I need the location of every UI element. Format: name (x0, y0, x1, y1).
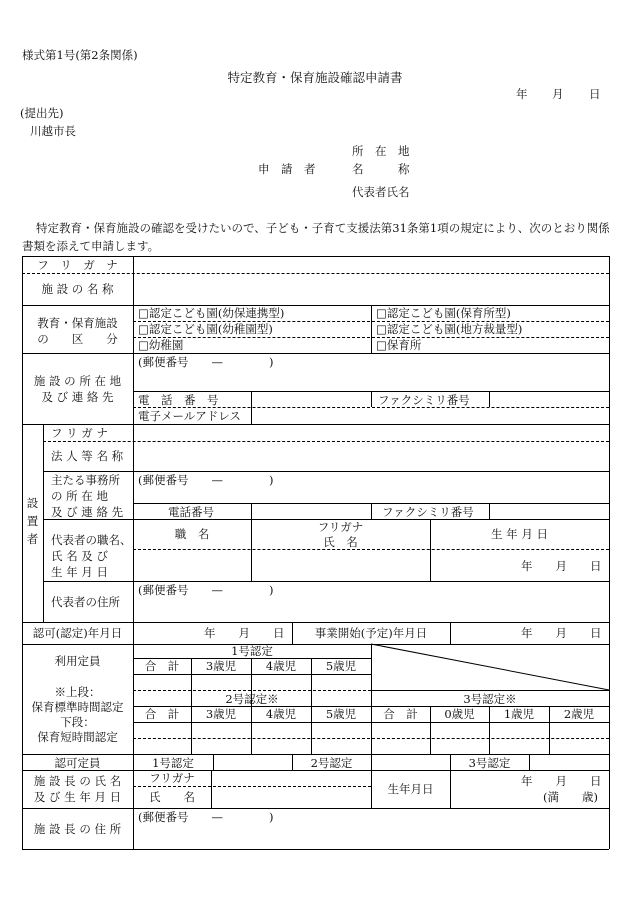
main-office-label-3: 及 び 連 絡 先 (51, 505, 124, 519)
form-number: 様式第1号(第2条関係) (22, 48, 138, 62)
cert3-age0-header: 0歳児 (444, 707, 475, 721)
cert3-age2-header: 2歳児 (563, 707, 595, 721)
cert2-age5-header: 5歳児 (325, 707, 357, 721)
director-address-label: 施 設 長 の 住 所 (33, 822, 122, 836)
facility-phone-label: 電 話 番 号 (138, 393, 219, 407)
capacity-note-4: 保育短時間認定 (37, 730, 118, 744)
applicant-label: 申 請 者 (258, 162, 316, 176)
founder-label-3: 者 (26, 532, 39, 546)
facility-name-label: 施 設 の 名 称 (41, 282, 114, 296)
capacity-label: 利用定員 (54, 654, 101, 668)
facility-type-option-hoikusho[interactable]: □保育所 (376, 338, 422, 352)
capacity-note-1: ※上段： (54, 685, 101, 699)
cert1-age4-header: 4歳児 (265, 659, 297, 673)
director-postal-code[interactable]: (郵便番号 — ) (138, 810, 274, 824)
director-name-field-label: 氏 名 (149, 790, 195, 804)
cert3-total-header: 合 計 (383, 707, 418, 721)
founder-furigana-label: フ リ ガ ナ (51, 426, 108, 440)
capacity-note-2: 保育標準時間認定 (31, 700, 124, 714)
founder-fax-label: ファクシミリ番号 (382, 505, 474, 519)
facility-type-option-chiho-sairyo[interactable]: □認定こども園(地方裁量型) (376, 322, 523, 336)
facility-furigana-input[interactable] (135, 258, 608, 272)
rep-birth-date[interactable]: 年 月 日 (521, 559, 602, 573)
cert3-header: 3号認定※ (463, 692, 517, 706)
cert3-age1-header: 1歳児 (503, 707, 535, 721)
cert1-header: 1号認定 (231, 644, 273, 658)
founder-postal-code[interactable]: (郵便番号 — ) (138, 473, 274, 487)
facility-type-option-yochien-gata[interactable]: □認定こども園(幼稚園型) (138, 322, 273, 336)
facility-furigana-label: フ リ ガ ナ (37, 258, 118, 272)
facility-type-label-1: 教育・保育施設 (37, 316, 118, 330)
applicant-name-label: 名 称 (352, 162, 410, 176)
capacity-note-3: 下段： (60, 715, 95, 729)
rep-label-3: 生 年 月 日 (51, 565, 108, 579)
cert2-age4-header: 4歳児 (265, 707, 297, 721)
document-title: 特定教育・保育施設確認申請書 (227, 70, 403, 85)
facility-type-option-hoikusho-gata[interactable]: □認定こども園(保育所型) (376, 306, 511, 320)
main-office-label-2: の 所 在 地 (51, 489, 108, 503)
submit-to-name: 川越市長 (30, 124, 76, 138)
rep-label-1: 代表者の職名、 (51, 533, 132, 547)
facility-address-label-1: 施 設 の 所 在 地 (33, 374, 122, 388)
director-furigana-label: フリガナ (149, 771, 195, 785)
cert2-total-header: 合 計 (144, 707, 180, 721)
applicant-address-label: 所 在 地 (352, 144, 410, 158)
approved-capacity-label: 認可定員 (54, 756, 101, 770)
facility-email-label: 電子メールアドレス (138, 409, 241, 423)
cert2-age3-header: 3歳児 (205, 707, 237, 721)
main-office-label-1: 主たる事務所 (51, 473, 120, 487)
rep-birth-column: 生 年 月 日 (491, 527, 548, 541)
intro-text-line-1: 特定教育・保育施設の確認を受けたいので、子ども・子育て支援法第31条第1項の規定により、次のとおり関係 (36, 221, 610, 235)
corporation-name-label: 法 人 等 名 称 (51, 449, 124, 463)
representative-name-label: 代表者氏名 (352, 185, 410, 199)
rep-title-column: 職 名 (174, 527, 210, 541)
facility-fax-label: ファクシミリ番号 (378, 393, 470, 407)
approval-date-value[interactable]: 年 月 日 (204, 626, 285, 640)
cert1-age5-header: 5歳児 (325, 659, 357, 673)
cert1-total-header: 合 計 (144, 659, 180, 673)
founder-label-1: 設 (26, 496, 39, 510)
rep-name-column: 氏 名 (323, 535, 358, 549)
director-birth-label: 生年月日 (387, 782, 434, 796)
intro-text-line-2: 書類を添えて申請します。 (22, 239, 160, 253)
date-year-label: 年 (516, 87, 528, 101)
facility-postal-code[interactable]: (郵便番号 — ) (138, 355, 274, 369)
approved-cert3-label: 3号認定 (468, 756, 511, 770)
approved-cert1-label: 1号認定 (152, 756, 194, 770)
date-month-label: 月 (552, 87, 564, 101)
founder-label-2: 置 (26, 514, 39, 528)
cert1-age3-header: 3歳児 (205, 659, 237, 673)
approved-cert2-label: 2号認定 (310, 756, 353, 770)
rep-label-2: 氏 名 及 び (51, 549, 108, 563)
rep-postal-code[interactable]: (郵便番号 — ) (138, 583, 274, 597)
facility-type-label-2: の 区 分 (37, 332, 118, 346)
rep-name-furigana-column: フリガナ (317, 520, 364, 534)
director-age[interactable]: (満 歳) (543, 790, 598, 804)
director-birth-date[interactable]: 年 月 日 (521, 774, 602, 788)
approval-date-label: 認可(認定)年月日 (32, 626, 123, 640)
director-name-label-1: 施 設 長 の 氏 名 (33, 774, 122, 788)
founder-phone-label: 電話番号 (168, 505, 214, 519)
director-name-label-2: 及 び 生 年 月 日 (33, 790, 122, 804)
cert2-header: 2号認定※ (225, 692, 279, 706)
facility-address-label-2: 及 び 連 絡 先 (41, 390, 114, 404)
business-start-date[interactable]: 年 月 日 (521, 626, 602, 640)
facility-type-option-yochien[interactable]: □幼稚園 (138, 338, 184, 352)
date-day-label: 日 (589, 87, 601, 101)
rep-address-label: 代表者の住所 (51, 595, 120, 609)
submit-to-label: (提出先) (20, 106, 64, 120)
business-start-label: 事業開始(予定)年月日 (314, 626, 428, 640)
facility-name-input[interactable] (135, 276, 608, 304)
facility-type-option-yoho[interactable]: □認定こども園(幼保連携型) (138, 306, 285, 320)
